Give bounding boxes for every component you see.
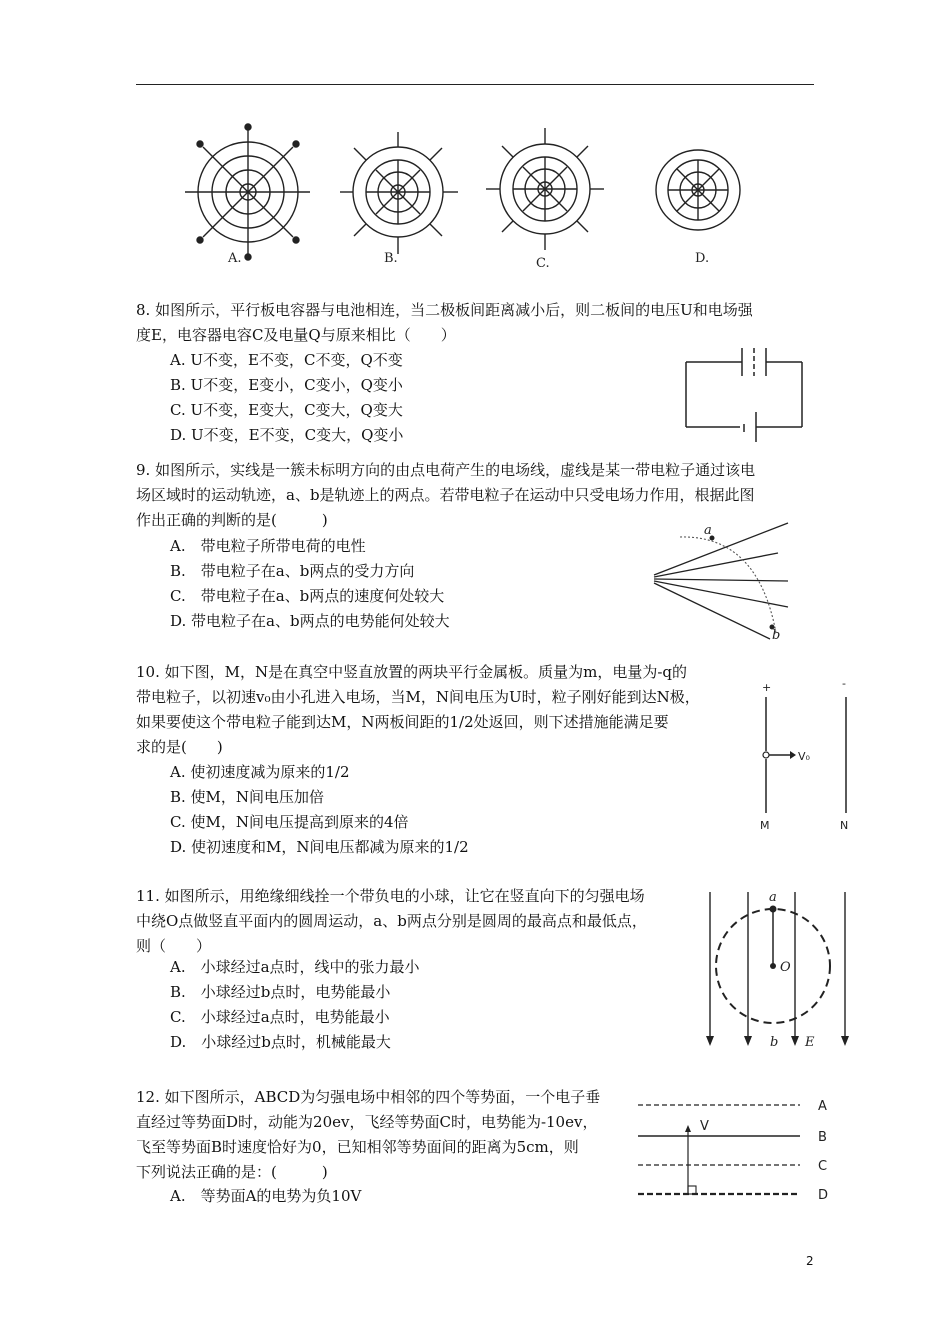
q11-line: 中绕O点做竖直平面内的圆周运动，a、b两点分别是圆周的最高点和最低点， <box>136 912 647 930</box>
q10-option-d: D. 使初速度和M，N间电压都减为原来的1/2 <box>170 838 469 856</box>
q12-equipotential-surfaces <box>630 1090 840 1210</box>
q12-surface-a: A <box>818 1099 827 1114</box>
q9-option-c: C. 带电粒子在a、b两点的速度何处较大 <box>170 587 445 605</box>
q10-line: 如果要使这个带电粒子能到达M，N两板间距的1/2处返回，则下述措施能满足要 <box>136 713 669 731</box>
q11-option-c: C. 小球经过a点时，电势能最小 <box>170 1008 390 1026</box>
diagram-a <box>185 124 310 260</box>
q12-line: 直经过等势面D时，动能为20ev，飞经等势面C时，电势能为-10ev， <box>136 1113 598 1131</box>
q11-point-b: b <box>770 1035 779 1050</box>
q10-parallel-plates <box>752 675 862 835</box>
q10-option-a: A. 使初速度减为原来的1/2 <box>170 763 350 781</box>
q10-plus-sign: + <box>762 681 772 694</box>
q11-point-a: a <box>769 890 777 905</box>
q9-option-b: B. 带电粒子在a、b两点的受力方向 <box>170 562 415 580</box>
diagram-b <box>340 132 458 254</box>
q10-line: 带电粒子，以初速v₀由小孔进入电场，当M，N间电压为U时，粒子刚好能到达N极， <box>136 688 700 706</box>
q8-option-d: D. U不变，E不变，C变大，Q变小 <box>170 426 404 444</box>
q11-line: 则（ ） <box>136 937 212 955</box>
q10-plate-m-label: M <box>760 819 770 832</box>
q12-velocity-label: V <box>700 1119 709 1134</box>
q7-label-a: A. <box>228 251 242 266</box>
header-rule <box>136 84 814 85</box>
q7-label-d: D. <box>695 251 710 266</box>
q12-option-a: A. 等势面A的电势为负10V <box>170 1187 362 1205</box>
diagram-d <box>656 150 740 230</box>
q9-point-a: a <box>704 523 712 538</box>
q12-surface-c: C <box>818 1159 828 1174</box>
q10-stem <box>136 660 816 760</box>
q12-surface-d: D <box>818 1188 829 1203</box>
q9-field-lines <box>648 515 798 645</box>
q11-field-e: E <box>805 1035 815 1050</box>
q11-line: 11. 如图所示，用绝缘细线拴一个带负电的小球，让它在竖直向下的匀强电场 <box>136 887 645 905</box>
q9-line: 作出正确的判断的是( ) <box>136 511 328 529</box>
q12-line: 下列说法正确的是：( ) <box>136 1163 328 1181</box>
q10-plate-n-label: N <box>840 819 849 832</box>
q8-option-a: A. U不变，E不变，C不变，Q不变 <box>170 351 403 369</box>
q10-line: 10. 如下图，M，N是在真空中竖直放置的两块平行金属板。质量为m，电量为-q的 <box>136 663 688 681</box>
diagram-c <box>486 128 604 250</box>
q11-option-b: B. 小球经过b点时，电势能最小 <box>170 983 391 1001</box>
q8-line: 8. 如图所示，平行板电容器与电池相连，当二极板间距离减小后，则二板间的电压U和电场强 <box>136 301 753 319</box>
q8-line: 度E，电容器电容C及电量Q与原来相比（ ） <box>136 326 456 344</box>
q10-option-b: B. 使M，N间电压加倍 <box>170 788 325 806</box>
q10-line: 求的是( ) <box>136 738 223 756</box>
q8-option-b: B. U不变，E变小，C变小，Q变小 <box>170 376 403 394</box>
q7-label-c: C. <box>536 256 550 271</box>
q10-option-c: C. 使M，N间电压提高到原来的4倍 <box>170 813 409 831</box>
q12-surface-b: B <box>818 1130 827 1145</box>
q9-line: 9. 如图所示，实线是一簇未标明方向的由点电荷产生的电场线，虚线是某一带电粒子通过该电 <box>136 461 756 479</box>
q8-option-c: C. U不变，E变大，C变大，Q变大 <box>170 401 403 419</box>
q9-option-d: D. 带电粒子在a、b两点的电势能何处较大 <box>170 612 450 630</box>
q12-line: 12. 如下图所示，ABCD为匀强电场中相邻的四个等势面，一个电子垂 <box>136 1088 601 1106</box>
q11-option-a: A. 小球经过a点时，线中的张力最小 <box>170 958 420 976</box>
q7-field-diagrams <box>170 112 790 277</box>
q10-velocity-label: V₀ <box>798 750 810 763</box>
q9-line: 场区域时的运动轨迹，a、b是轨迹上的两点。若带电粒子在运动中只受电场力作用，根据此图 <box>136 486 755 504</box>
q11-option-d: D. 小球经过b点时，机械能最大 <box>170 1033 391 1051</box>
q11-circular-motion <box>700 882 860 1054</box>
q8-capacitor-circuit <box>680 340 810 448</box>
page-number: 2 <box>806 1254 814 1268</box>
q11-center-o: O <box>780 960 791 975</box>
q10-minus-sign: - <box>842 677 846 690</box>
q12-line: 飞至等势面B时速度恰好为0，已知相邻等势面间的距离为5cm，则 <box>136 1138 579 1156</box>
q9-option-a: A. 带电粒子所带电荷的电性 <box>170 537 366 555</box>
q9-point-b: b <box>772 628 781 643</box>
q7-label-b: B. <box>384 251 398 266</box>
